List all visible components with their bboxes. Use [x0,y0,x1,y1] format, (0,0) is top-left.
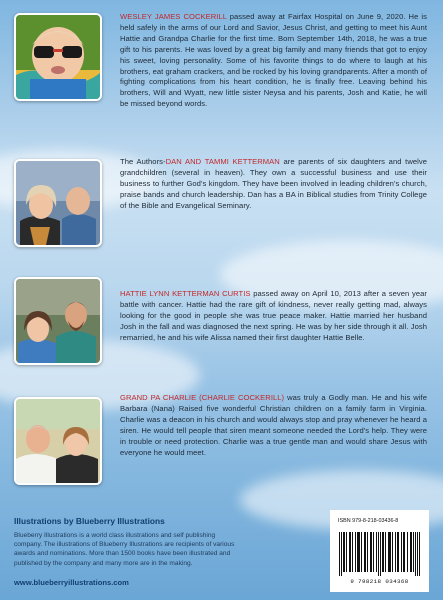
person-name: WESLEY JAMES COCKERILL [120,12,227,21]
baby-with-sunglasses-photo [14,13,102,101]
bio-prefix: The Authors- [120,157,166,166]
bio-section-wesley [0,0,443,140]
illustrator-description: Blueberry Illustrations is a world class illustrations and self publishing company. The illustrations of Blueberry Illustrations are recipients of various awards and nominations. More than 1500 books have been illustrated and published by the company and many more are in the making. [14,532,235,567]
bio-text [120,393,427,458]
bio-body: are parents of six daughters and twelve grandchildren (several in heaven). They own a successful business and use their business to further God's kingdom. They have been involved in leading children's church, praise bands and church leadership. Dan has a BA in Biblical studies from Trinity College of the Bible and Evangelical Seminary. [120,157,427,210]
illustrator-website-link[interactable]: www.blueberryillustrations.com [14,578,129,587]
bio-section-charlie [0,390,443,510]
bio-section-hattie [0,260,443,390]
older-couple-photo [14,397,102,485]
bio-text [120,12,427,110]
bio-body: passed away on April 10, 2013 after a seven year battle with cancer. Hattie had the rare gift of kindness, never really getting mad, always looking for the good in people she was true peace maker. Hattie married her husband Josh in the fall and was diagnosed the next spring. He was by her side through it all. Josh remarried, he and his wife Alissa named their first daughter Hattie Belle. [120,289,427,342]
isbn-barcode [330,510,429,592]
bio-text [120,157,427,212]
illustrator-title: Illustrations by Blueberry Illustrations [14,516,165,526]
person-name: DAN AND TAMMI KETTERMAN [165,157,280,166]
bio-body: passed away at Fairfax Hospital on June 9, 2020. He is held safely in the arms of our Lord and Savior, Jesus Christ, and getting to meet his Aunt Hattie and Grandpa Charlie for the first time. Born September 14th, 2018, he was a true gift to his parents. He was loved by a great big family and many friends that got to enjoy his sweet, loving personality. Some of his favorite things to do where to laugh at his brothers, eat graham crackers, and be rocked by his loving grandparents. After a month of fighting complications from his heart condition, he is finally free. Leaving behind his brothers, Will and Wyatt, new little sister Neysa and his parents, Josh and Katie, he will be missed beyond words. [120,12,427,109]
isbn-label: ISBN 979-8-218-03436-8 [338,518,399,524]
barcode-bars [339,532,420,576]
person-name: HATTIE LYNN KETTERMAN CURTIS [120,289,251,298]
bio-section-authors [0,140,443,260]
bio-body: was truly a Godly man. He and his wife Barbara (Nana) Raised five wonderful Christian children on a family farm in Virginia. Charlie was a deacon in his church and would always stop and pray whenever he heard a siren. He would tell people that siren meant someone needed the Lord's help. They were in trouble or need protection. Charlie was a true gentle man and would share Jesus with everyone he would meet. [120,393,427,457]
young-couple-photo [14,277,102,365]
barcode-number: 9 798218 034368 [350,578,409,585]
bio-text [120,289,427,344]
person-name: GRAND PA CHARLIE (CHARLIE COCKERILL) [120,393,285,402]
couple-portrait-photo [14,159,102,247]
